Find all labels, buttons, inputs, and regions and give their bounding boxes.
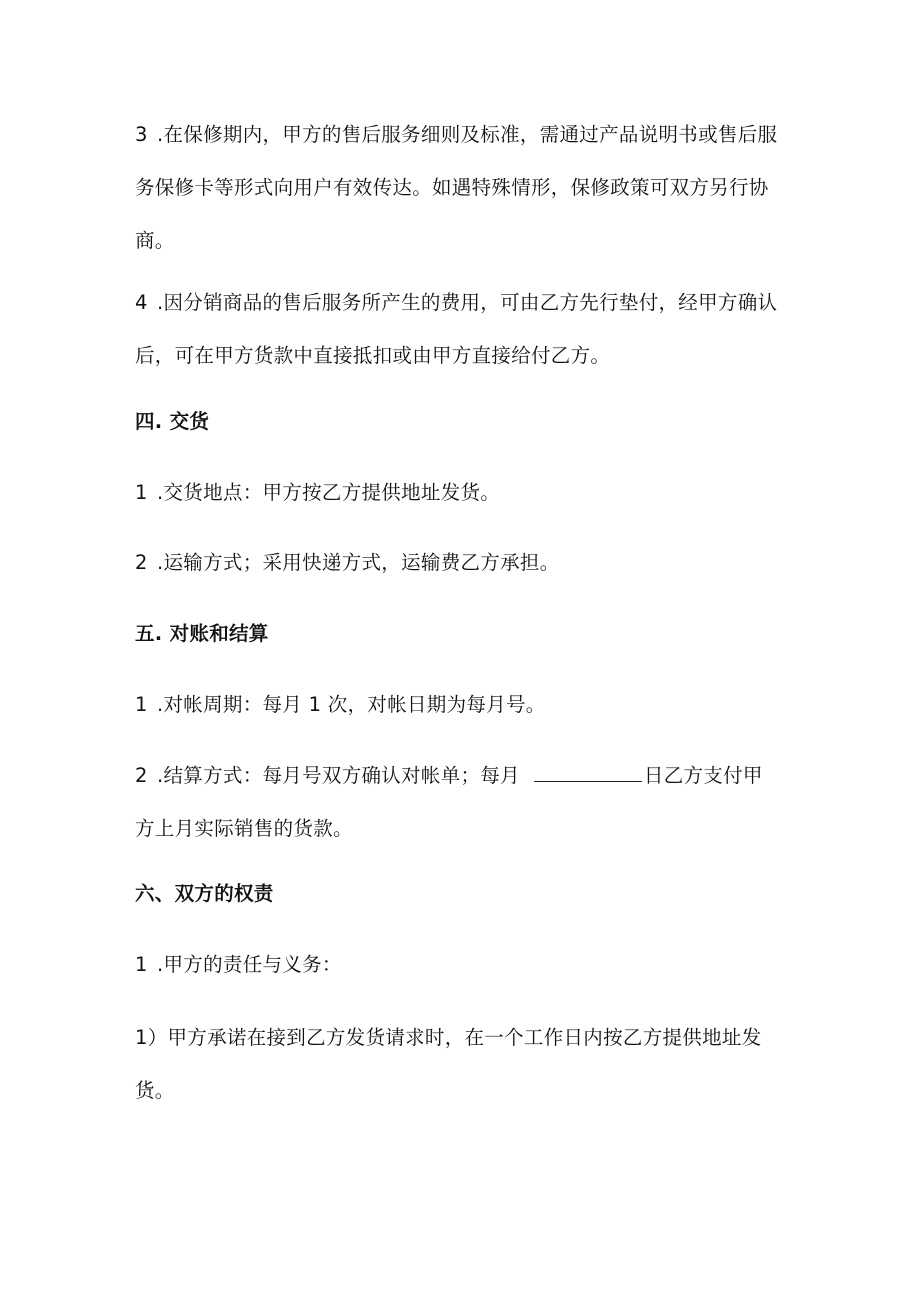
section-heading-settlement: 五. 对账和结算 [135, 622, 269, 645]
section-heading-rights-duties: 六、双方的权责 [135, 882, 274, 905]
paragraph-line: 后，可在甲方货款中直接抵扣或由甲方直接给付乙方。 [135, 344, 611, 367]
fill-in-blank [534, 763, 642, 782]
paragraph-party-a-duties [135, 938, 795, 991]
paragraph-line: 货。 [135, 1079, 175, 1102]
paragraph-line: 日乙方支付甲 [643, 764, 763, 787]
paragraph-line: 方上月实际销售的货款。 [135, 817, 353, 840]
paragraph-line: .对帐周期：每月 1 次，对帐日期为每月号。 [157, 693, 546, 716]
paragraph-service-costs [135, 276, 795, 382]
paragraph-line: .运输方式；采用快递方式，运输费乙方承担。 [157, 551, 560, 574]
item-number: 4 [135, 291, 148, 314]
paragraph-line: 1）甲方承诺在接到乙方发货请求时，在一个工作日内按乙方提供地址发 [135, 1026, 762, 1049]
item-number: 1 [135, 953, 148, 976]
item-number: 2 [135, 764, 148, 787]
paragraph-line: .交货地点：甲方按乙方提供地址发货。 [157, 481, 501, 504]
item-number: 3 [135, 123, 148, 146]
paragraph-reconciliation-cycle [135, 678, 795, 731]
paragraph-line: 务保修卡等形式向用户有效传达。如遇特殊情形，保修政策可双方另行协 [135, 176, 769, 199]
section-heading-delivery: 四. 交货 [135, 410, 210, 433]
paragraph-line: 商。 [135, 229, 175, 252]
item-number: 2 [135, 551, 148, 574]
paragraph-line: .在保修期内，甲方的售后服务细则及标准，需通过产品说明书或售后服 [157, 123, 778, 146]
paragraph-warranty-service [135, 108, 795, 267]
item-number: 1 [135, 693, 148, 716]
paragraph-line: .因分销商品的售后服务所产生的费用，可由乙方先行垫付，经甲方确认 [157, 291, 778, 314]
paragraph-delivery-location [135, 466, 795, 519]
paragraph-shipping-commitment [135, 1011, 795, 1117]
paragraph-line: .甲方的责任与义务： [157, 953, 342, 976]
paragraph-transport-method [135, 536, 795, 589]
paragraph-settlement-method [135, 749, 795, 855]
paragraph-line: .结算方式：每月号双方确认对帐单；每月 [157, 764, 520, 787]
item-number: 1 [135, 481, 148, 504]
